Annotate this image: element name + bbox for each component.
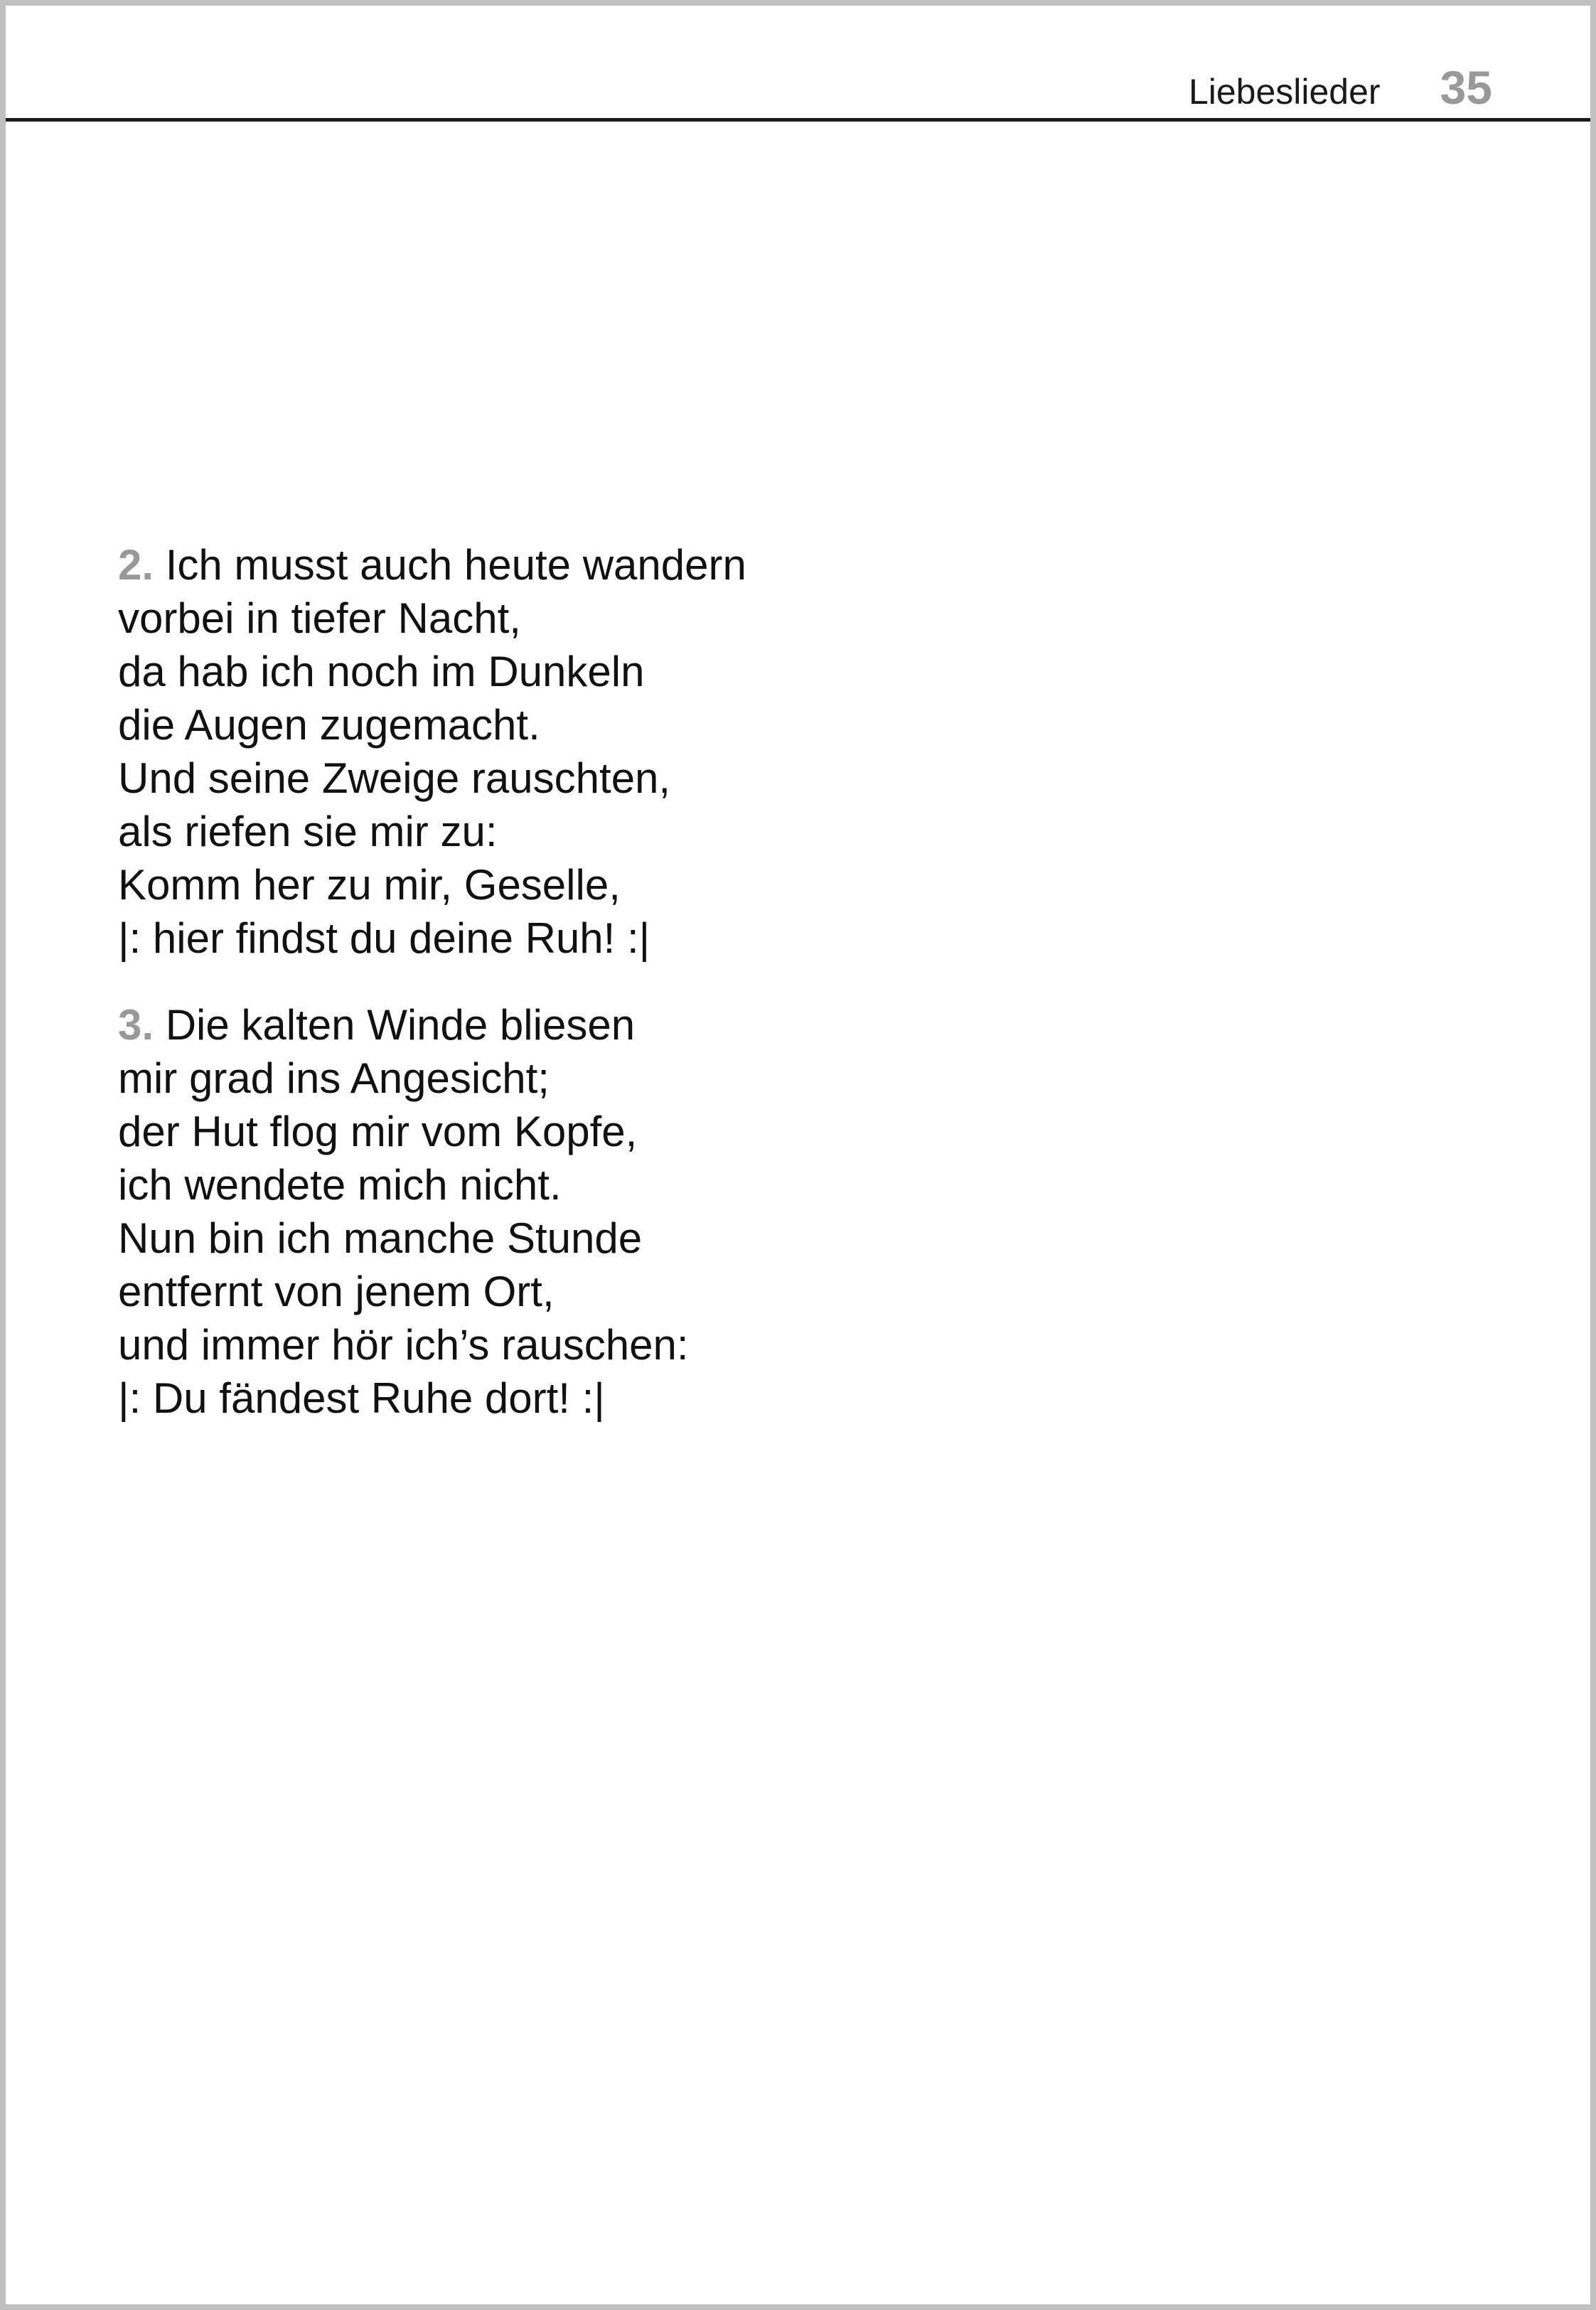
section-title: Liebeslieder	[1188, 72, 1381, 112]
stanza-line: ich wendete mich nicht.	[118, 1161, 562, 1209]
stanza-line: Und seine Zweige rauschten,	[118, 754, 671, 802]
stanza-line: 3. Die kalten Winde bliesen	[118, 1001, 636, 1049]
stanza-line: die Augen zugemacht.	[118, 701, 540, 749]
stanza-line: und immer hör ich’s rauschen:	[118, 1321, 689, 1369]
stanza-line: Nun bin ich manche Stunde	[118, 1214, 643, 1262]
page-number: 35	[1440, 61, 1492, 114]
stanza-line: vorbei in tiefer Nacht,	[118, 594, 521, 642]
page	[6, 6, 1590, 2304]
stanza-line: als riefen sie mir zu:	[118, 808, 498, 855]
stanza-line: 2. Ich musst auch heute wandern	[118, 541, 746, 589]
stanza-line: entfernt von jenem Ort,	[118, 1268, 555, 1315]
stanza-number: 2.	[118, 541, 154, 589]
stanza-line: |: Du fändest Ruhe dort! :|	[118, 1374, 605, 1422]
running-head	[1189, 55, 1492, 119]
stanza-line: |: hier findst du deine Ruh! :|	[118, 914, 650, 962]
stanza-line: der Hut flog mir vom Kopfe,	[118, 1108, 638, 1155]
stanza-line: da hab ich noch im Dunkeln	[118, 648, 645, 695]
stanza-number: 3.	[118, 1001, 154, 1049]
stanza-3	[118, 998, 689, 1425]
stanza-line: Komm her zu mir, Geselle,	[118, 861, 621, 909]
stanza-line: mir grad ins Angesicht;	[118, 1054, 550, 1102]
stanza-2	[118, 538, 746, 965]
header-rule	[6, 118, 1590, 122]
